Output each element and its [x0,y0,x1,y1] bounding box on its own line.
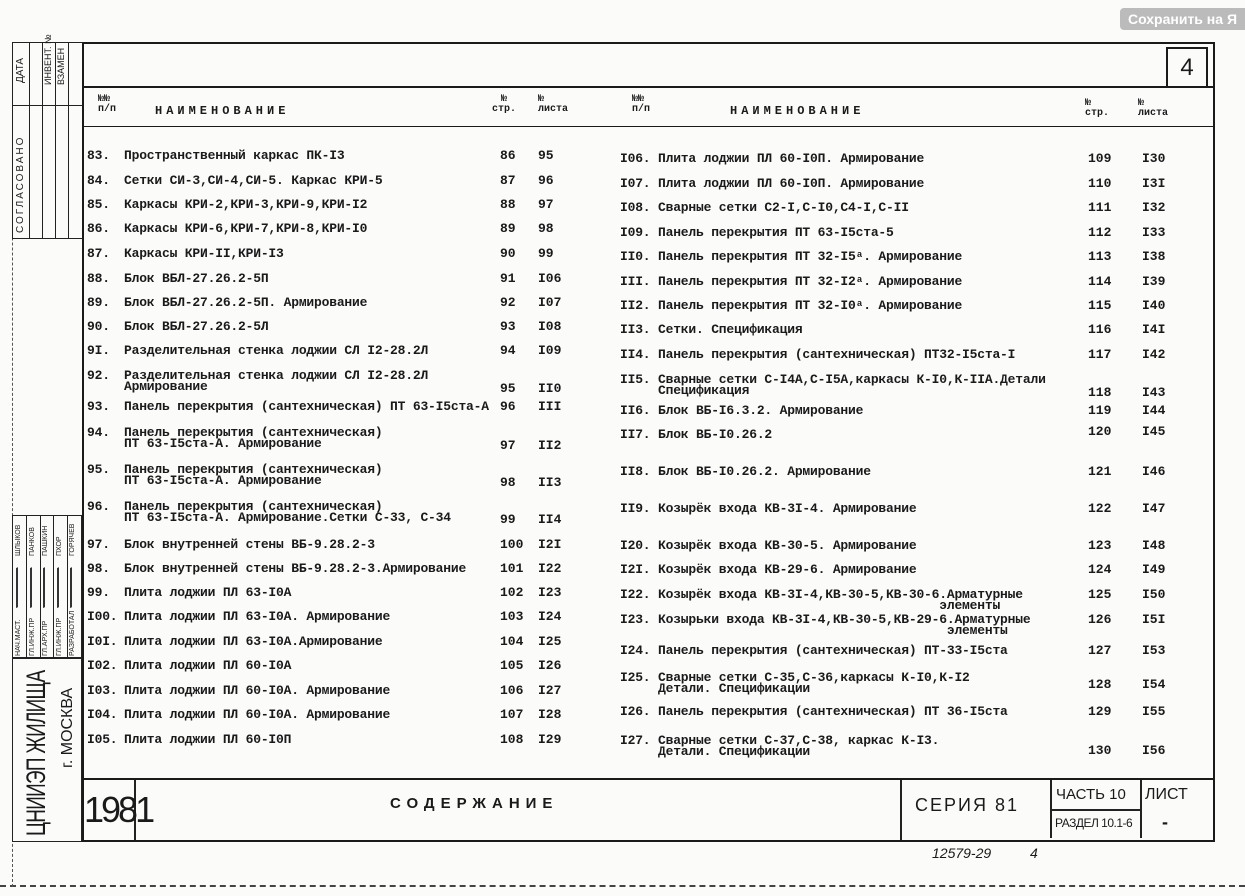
row-page: 95 [500,381,516,396]
row-name: Панель перекрытия ПТ 32-I2ᵃ. Армирование [658,274,963,289]
footer-page: 4 [1030,845,1038,861]
row-name: Козырёк входа КВ-3I-4,КВ-30-5,КВ-30-6.Арматурные [658,587,1023,602]
row-page: 115 [1088,298,1112,313]
row-page: 88 [500,197,516,212]
row-number: II3. [620,322,651,337]
row-sheet: I22 [538,561,562,576]
row-page: 123 [1088,538,1112,553]
signer-name: ПАШКИН [42,525,50,556]
row-sheet: I40 [1142,298,1166,313]
sheet-value: - [1162,812,1168,832]
row-name: Сварные сетки С2-I,С-I0,С4-I,С-II [658,200,909,215]
row-number: 88. [87,271,110,286]
row-page: 111 [1088,200,1112,215]
row-page: 125 [1088,587,1112,602]
row-sheet: I55 [1142,704,1166,719]
row-number: 84. [87,173,110,188]
row-page: 114 [1088,274,1112,289]
row-page: 127 [1088,643,1112,658]
row-sheet: I27 [538,683,562,698]
row-page: 101 [500,561,524,576]
row-sheet: 99 [538,246,554,261]
row-name: Плита лоджии ПЛ 60-I0А. Армирование [124,683,391,698]
row-sheet: I56 [1142,743,1166,758]
row-page: 104 [500,634,524,649]
row-number: I08. [620,200,651,215]
row-number: I06. [620,151,651,166]
signer-role: ГЛ.ИНЖ.ПР [55,617,63,656]
hdr-no-sign: №№ [98,94,111,105]
org-block [12,657,82,842]
cut-line [0,885,1245,887]
row-sheet: I45 [1142,424,1166,439]
signer-role: РАЗРАБОТАЛ [69,610,77,656]
row-name: Блок ВБЛ-27.26.2-5П [124,271,269,286]
row-number: I04. [87,707,118,722]
row-number: 86. [87,221,110,236]
row-name: Блок внутренней стены ВБ-9.28.2-3 [124,537,375,552]
row-name: Армирование [124,379,208,394]
hdr-sheet-sign: № [1138,98,1145,109]
row-sheet: I54 [1142,677,1166,692]
row-number: I03. [87,683,118,698]
row-sheet: 96 [538,173,554,188]
row-name: Блок ВБЛ-27.26.2-5Л [124,319,269,334]
signature-stamp [12,515,82,659]
signer-name: ПХОР [55,536,63,556]
row-name: Козырёк входа КВ-30-5. Армирование [658,538,917,553]
approved-label: СОГЛАСОВАНО [15,135,26,233]
row-number: I22. [620,587,651,602]
row-number: 83. [87,148,110,163]
row-number: I07. [620,176,651,191]
row-page: 94 [500,343,516,358]
row-sheet: I08 [538,319,562,334]
row-page: 128 [1088,677,1112,692]
signer-role: НАЧ.МАСТ. [15,619,22,656]
row-sheet: I24 [538,609,562,624]
stamp-divider [29,43,30,238]
row-sheet: I06 [538,271,562,286]
right-header-name: НАИМЕНОВАНИЕ [730,104,865,118]
row-sheet: I25 [538,634,562,649]
row-sheet: I28 [538,707,562,722]
signature-row [67,516,80,658]
row-page: 119 [1088,403,1112,418]
row-number: I02. [87,658,118,673]
row-name: Блок ВБ-I6.3.2. Армирование [658,403,864,418]
row-page: 103 [500,609,524,624]
row-name: Панель перекрытия (сантехническая) [124,499,383,514]
row-name: Панель перекрытия ПТ 63-I5ста-5 [658,225,894,240]
row-sheet: I29 [538,732,562,747]
row-page: 86 [500,148,516,163]
signer-name: ПАНКОВ [28,527,36,556]
row-name: Сетки. Спецификация [658,322,803,337]
row-page: 98 [500,475,516,490]
signature-scribble [30,564,39,608]
row-sheet: I07 [538,295,562,310]
row-name: Каркасы КРИ-2,КРИ-3,КРИ-9,КРИ-I2 [124,197,368,212]
row-number: 94. [87,425,110,440]
row-sheet: III [538,399,562,414]
hdr-no-label: п/п [632,104,651,115]
signature-scribble [16,564,25,608]
row-page: 126 [1088,612,1112,627]
row-page: 113 [1088,249,1112,264]
row-number: I25. [620,670,651,685]
row-name: Блок внутренней стены ВБ-9.28.2-3.Армирование [124,561,467,576]
row-name: Спецификация [658,383,750,398]
row-page: 130 [1088,743,1112,758]
row-page: 129 [1088,704,1112,719]
row-page: 102 [500,585,524,600]
right-header-sheet [1138,99,1168,119]
year: 1981 [84,780,136,840]
row-number: I05. [87,732,118,747]
row-name: Каркасы КРИ-II,КРИ-I3 [124,246,284,261]
signer-role: ГЛ.ИНЖ.ПР [28,617,36,656]
inventory-label: ИНВЕНТ. № [43,34,53,85]
frame-bottom [82,840,1215,842]
row-number: 97. [87,537,110,552]
row-name: Сетки СИ-3,СИ-4,СИ-5. Каркас КРИ-5 [124,173,383,188]
row-sheet: II4 [538,512,562,527]
row-page: 108 [500,732,524,747]
row-page: 90 [500,246,516,261]
row-name: Сварные сетки С-I4А,С-I5А,каркасы К-I0,К-IIА.Детали [658,372,1046,387]
row-sheet: I26 [538,658,562,673]
row-name: Плита лоджии ПЛ 63-I0А. Армирование [124,609,391,624]
row-sheet: I47 [1142,501,1166,516]
row-name: ПТ 63-I5ста-А. Армирование [124,436,322,451]
row-sheet: I09 [538,343,562,358]
row-number: II6. [620,403,651,418]
row-number: I26. [620,704,651,719]
row-name: Панель перекрытия (сантехническая) [124,462,383,477]
signer-role: ГЛ.АРХ.ПР [42,620,50,656]
sheet-number: 4 [1166,47,1208,87]
hdr-sheet-label: листа [1138,108,1169,119]
left-header-sheet [538,95,568,115]
signer-name: ГОРЯЧЕВ [69,523,77,556]
row-number: 92. [87,368,110,383]
row-name: Каркасы КРИ-6,КРИ-7,КРИ-8,КРИ-I0 [124,221,368,236]
row-name: Разделительная стенка лоджии СЛ I2-28.2Л [124,343,429,358]
row-number: 99. [87,585,110,600]
row-name: Панель перекрытия (сантехническая) ПТ32-I5ста-I [658,347,1016,362]
frame-top [82,42,1215,44]
row-sheet: I3I [1142,176,1166,191]
row-sheet: I42 [1142,347,1166,362]
row-name: элементы [658,598,1001,613]
row-page: 110 [1088,176,1112,191]
row-sheet: II0 [538,381,562,396]
stamp-divider [13,105,83,106]
document-title: СОДЕРЖАНИЕ [390,795,559,812]
signer-name: ШЛЫКОВ [15,524,22,556]
hdr-sheet-sign: № [538,94,545,105]
row-page: 118 [1088,385,1112,400]
row-name: Сварные сетки С-37,С-38, каркас К-I3. [658,733,940,748]
part: ЧАСТЬ 10 [1056,786,1126,803]
row-number: I20. [620,538,651,553]
signature-row [13,516,27,658]
row-number: II7. [620,427,651,442]
row-number: 85. [87,197,110,212]
row-name: Плита лоджии ПЛ 63-I0А [124,585,292,600]
replace-label: ВЗАМЕН [56,47,66,85]
approval-stamp [12,34,83,239]
row-name: Плита лоджии ПЛ 60-I0П. Армирование [658,176,925,191]
row-page: 99 [500,512,516,527]
row-number: I09. [620,225,651,240]
row-number: II4. [620,347,651,362]
frame-right [1213,42,1215,840]
row-page: 97 [500,438,516,453]
row-name: Разделительная стенка лоджии СЛ I2-28.2Л [124,368,429,383]
row-page: 96 [500,399,516,414]
hdr-page-sign: № [1085,98,1092,109]
row-page: 91 [500,271,516,286]
hdr-no-sign: №№ [632,94,645,105]
row-number: 90. [87,319,110,334]
hdr-no-label: п/п [98,104,117,115]
row-page: 112 [1088,225,1112,240]
row-page: 124 [1088,562,1112,577]
header-bottom-line [82,126,1215,127]
row-sheet: 98 [538,221,554,236]
row-name: Детали. Спецификации [658,681,811,696]
left-header-page [492,95,516,115]
row-name: Панель перекрытия ПТ 32-I0ᵃ. Армирование [658,298,963,313]
row-page: 100 [500,537,524,552]
row-number: II0. [620,249,651,264]
row-sheet: I5I [1142,612,1166,627]
row-sheet: I4I [1142,322,1166,337]
hdr-sheet-label: листа [538,104,569,115]
row-number: II2. [620,298,651,313]
row-sheet: I53 [1142,643,1166,658]
row-name: Козырьки входа КВ-3I-4,КВ-30-5,КВ-29-6.Арматурные [658,612,1031,627]
row-sheet: I30 [1142,151,1166,166]
left-header-name: НАИМЕНОВАНИЕ [155,104,290,118]
signature-scribble [57,564,66,608]
section: РАЗДЕЛ 10.1-6 [1055,816,1133,830]
row-number: II8. [620,464,651,479]
hdr-page-sign: № [501,94,508,105]
org-name: ЦНИИЭП ЖИЛИЩА [21,670,51,836]
row-sheet: 95 [538,148,554,163]
row-name: Плита лоджии ПЛ 60-I0П [124,732,292,747]
signature-scribble [43,564,52,608]
row-page: 92 [500,295,516,310]
row-number: 89. [87,295,110,310]
row-name: Панель перекрытия (сантехническая) [124,425,383,440]
row-name: ПТ 63-I5ста-А. Армирование [124,473,322,488]
signature-row [54,516,68,658]
row-name: Панель перекрытия (сантехническая) ПТ 63-I5ста-А [124,399,489,414]
row-name: Плита лоджии ПЛ 60-I0А. Армирование [124,707,391,722]
row-page: 121 [1088,464,1112,479]
row-sheet: I38 [1142,249,1166,264]
row-number: I00. [87,609,118,624]
row-page: 105 [500,658,524,673]
row-name: Панель перекрытия ПТ 32-I5ᵃ. Армирование [658,249,963,264]
row-name: Плита лоджии ПЛ 60-I0А [124,658,292,673]
row-sheet: I39 [1142,274,1166,289]
signature-row [27,516,41,658]
right-header-no [632,95,650,115]
row-number: 96. [87,499,110,514]
row-name: Блок ВБ-I0.26.2. Армирование [658,464,871,479]
row-sheet: I48 [1142,538,1166,553]
row-sheet: II2 [538,438,562,453]
row-sheet: II3 [538,475,562,490]
left-header-no [98,95,116,115]
footer-code: 12579-29 [932,845,992,861]
row-sheet: I49 [1142,562,1166,577]
row-name: Панель перекрытия (сантехническая) ПТ-33-I5ста [658,643,1008,658]
row-name: Блок ВБЛ-27.26.2-5П. Армирование [124,295,368,310]
row-number: III. [620,274,651,289]
stamp-divider [68,43,69,238]
row-sheet: I32 [1142,200,1166,215]
row-name: Козырёк входа КВ-29-6. Армирование [658,562,917,577]
row-number: 95. [87,462,110,477]
date-label: ДАТА [15,57,26,83]
part-section-box [1050,780,1142,838]
row-page: 116 [1088,322,1112,337]
row-number: II5. [620,372,651,387]
org-city: г. МОСКВА [59,687,76,768]
row-sheet: I43 [1142,385,1166,400]
row-page: 107 [500,707,524,722]
save-to-yandex-button[interactable]: Сохранить на Я [1120,8,1245,30]
row-sheet: I2I [538,537,562,552]
row-number: I23. [620,612,651,627]
row-page: 120 [1088,424,1112,439]
row-name: Блок ВБ-I0.26.2 [658,427,773,442]
row-name: Сварные сетки С-35,С-36,каркасы К-I0,К-I2 [658,670,970,685]
right-header-page [1085,99,1109,119]
header-top-line [82,86,1215,88]
series: СЕРИЯ 81 [915,795,1019,815]
tb-divider [1052,809,1140,811]
row-number: 93. [87,399,110,414]
row-name: Козырёк входа КВ-3I-4. Армирование [658,501,917,516]
tb-divider [900,780,902,840]
row-name: Панель перекрытия (сантехническая) ПТ 36-I5ста [658,704,1008,719]
row-page: 87 [500,173,516,188]
row-number: I24. [620,643,651,658]
row-number: I0I. [87,634,118,649]
hdr-page-label: стр. [1085,108,1110,119]
row-number: 98. [87,561,110,576]
row-page: 122 [1088,501,1112,516]
hdr-page-label: стр. [492,104,517,115]
row-page: 109 [1088,151,1112,166]
row-sheet: I33 [1142,225,1166,240]
row-sheet: I44 [1142,403,1166,418]
row-number: 87. [87,246,110,261]
row-name: Плита лоджии ПЛ 63-I0А.Армирование [124,634,383,649]
title-block-top [82,778,1215,780]
signature-row [40,516,54,658]
row-sheet: 97 [538,197,554,212]
row-number: I2I. [620,562,651,577]
row-number: II9. [620,501,651,516]
row-name: Плита лоджии ПЛ 60-I0П. Армирование [658,151,925,166]
row-page: 89 [500,221,516,236]
signature-scribble [70,564,79,608]
row-sheet: I46 [1142,464,1166,479]
row-page: 106 [500,683,524,698]
row-name: Пространственный каркас ПК-I3 [124,148,345,163]
row-name: Детали. Спецификации [658,744,811,759]
row-sheet: I50 [1142,587,1166,602]
row-number: I27. [620,733,651,748]
row-page: 93 [500,319,516,334]
row-number: 9I. [87,343,110,358]
row-sheet: I23 [538,585,562,600]
row-name: элементы [658,623,1008,638]
sheet-label: ЛИСТ [1145,786,1188,803]
row-name: ПТ 63-I5ста-А. Армирование.Сетки С-33, С-34 [124,510,451,525]
row-page: 117 [1088,347,1112,362]
